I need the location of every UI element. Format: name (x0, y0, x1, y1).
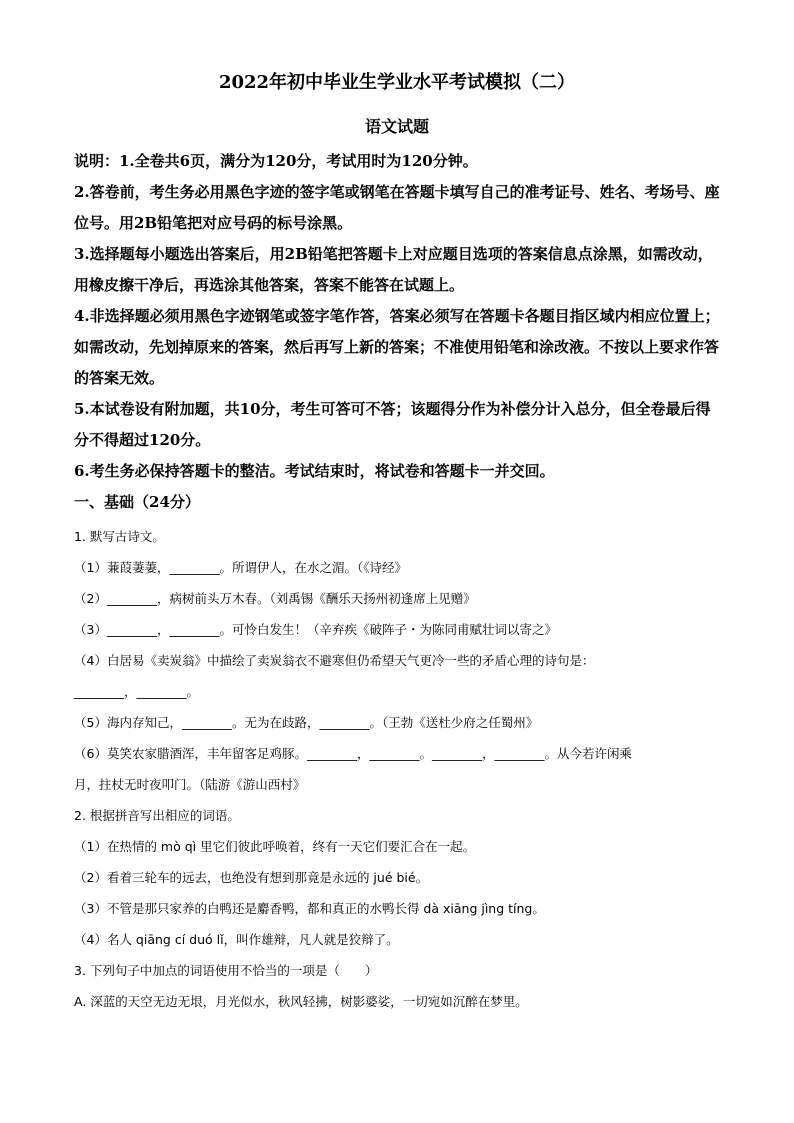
exam-subject: 语文试题 (364, 117, 429, 136)
question-line: ________，________。 (74, 684, 200, 699)
question-line: 月，拄杖无时夜叩门。（陆游《游山西村》 (74, 777, 306, 792)
exam-title: 2022年初中毕业生学业水平考试模拟（二） (218, 72, 576, 93)
question-list (74, 521, 726, 1017)
question-line: （1）蒹葭萋萋，________。所谓伊人，在水之湄。（《诗经》 (74, 560, 407, 575)
question-line: （2）看着三轮车的远去，也绝没有想到那竟是永远的 jué bié。 (74, 870, 429, 885)
answer-option: A. 深蓝的天空无边无垠，月光似水，秋风轻拂，树影婆娑，一切宛如沉醉在梦里。 (74, 994, 528, 1009)
question-stem: 3. 下列句子中加点的词语使用不恰当的一项是（ ） (74, 963, 378, 978)
instruction-item: 说明：1.全卷共6页，满分为120分，考试用时为120分钟。 (74, 152, 478, 170)
instructions (74, 146, 724, 487)
instruction-item: 5.本试卷设有附加题，共10分，考生可答可不答；该题得分作为补偿分计入总分，但全卷最后得分不得超过120分。 (74, 400, 711, 449)
section-heading: 一、基础（24分） (74, 493, 200, 511)
question-line: （3）不管是那只家养的白鸭还是麝香鸭，都和真正的水鸭长得 dà xiāng jìng tíng。 (74, 901, 545, 916)
instruction-item: 4.非选择题必须用黑色字迹钢笔或签字笔作答，答案必须写在答题卡各题目指区域内相应位置上；如需改动，先划掉原来的答案，然后再写上新的答案；不准使用铅笔和涂改液。不按以上要求作答的答案无效。 (74, 307, 720, 387)
question-stem: 2. 根据拼音写出相应的词语。 (74, 808, 240, 823)
question-line: （4）白居易《卖炭翁》中描绘了卖炭翁衣不避寒但仍希望天气更冷一些的矛盾心理的诗句是： (74, 653, 595, 668)
question-line: （3）________，________。可怜白发生！（辛弃疾《破阵子・为陈同甫赋壮词以寄之》 (74, 622, 557, 637)
question-line: （4）名人 qiāng cí duó lǐ，叫作雄辩，凡人就是狡辩了。 (74, 932, 399, 947)
instruction-item: 3.选择题每小题选出答案后，用2B铅笔把答题卡上对应题目选项的答案信息点涂黑，如需改动，用橡皮擦干净后，再选涂其他答案，答案不能答在试题上。 (74, 245, 713, 294)
question-line: （5）海内存知己，________。无为在歧路，________。（王勃《送杜少府之任蜀州》 (74, 715, 539, 730)
instruction-item: 6.考生务必保持答题卡的整洁。考试结束时，将试卷和答题卡一并交回。 (74, 462, 555, 480)
question-line: （6）莫笑农家腊酒浑，丰年留客足鸡豚。________，________。________，________。从今若许闲乘 (74, 746, 632, 761)
question-line: （1）在热情的 mò qì 里它们彼此呼唤着，终有一天它们要汇合在一起。 (74, 839, 476, 854)
instruction-item: 2.答卷前，考生务必用黑色字迹的签字笔或钢笔在答题卡填写自己的准考证号、姓名、考场号、座位号。用2B铅笔把对应号码的标号涂黑。 (74, 183, 720, 232)
question-line: （2）________，病树前头万木春。（刘禹锡《酬乐天扬州初逢席上见赠》 (74, 591, 476, 606)
question-stem: 1. 默写古诗文。 (74, 529, 165, 544)
